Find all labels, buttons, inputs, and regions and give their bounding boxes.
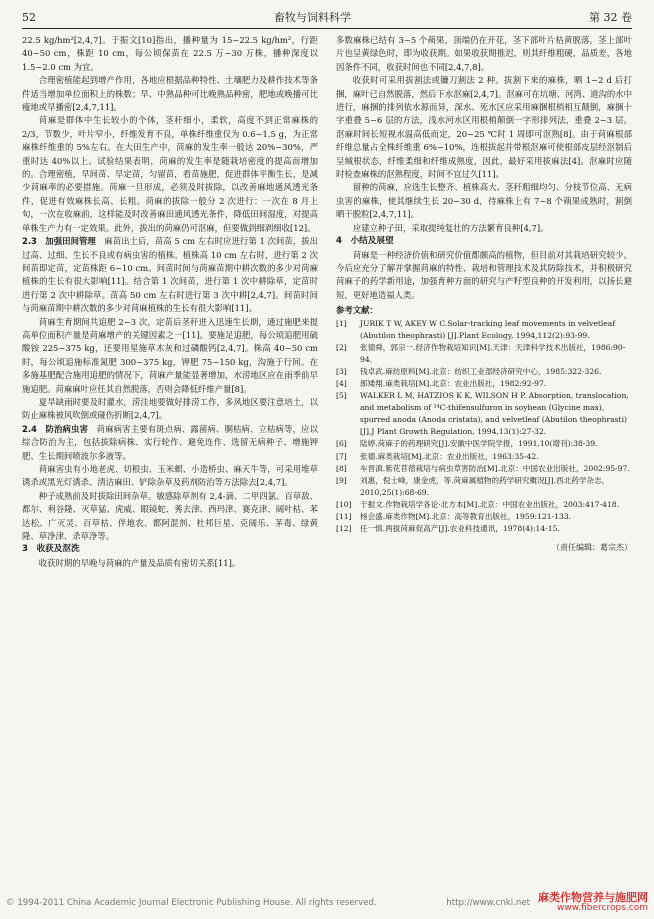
paragraph: 苘麻生育期间共追肥 2~3 次，定苗后茎秆进入迅速生长期，通过施肥来提高单位面积产量是苘麻增产的关键因素之一[11]。要施足追肥，每公顷追肥用硫酸铵 225~375 kg，还要用星施草木灰和过磷酸钙[2,4,7]。株高 40~50 cm 时，每公顷追施标准氮肥 300~375 kg，钾肥 75~150 kg，沟施于行间。在多施基肥配合施用追肥的情况下，苘麻产量能显著增加，水涝地区应在雨季前早施追肥。苘麻麻叶应任其自然脱落，否则会降低纤维产量[8]。 — [22, 316, 318, 394]
reference-item — [336, 511, 632, 523]
watermark-logo — [538, 892, 648, 914]
section-heading-2-3: 2.3 加强田间管理 — [22, 236, 96, 247]
journal-title: 畜牧与饲料科学 — [274, 11, 351, 24]
reference-text: 张德舜，郭宗一.经济作物栽培知识[M].天津：天津科学技术出版社，1986:90-94. — [360, 342, 626, 364]
reference-text: 陆婷.苘麻子的药理研究[J].安徽中医学院学报，1991,10(增刊):38-39. — [360, 439, 598, 449]
paragraph: 22.5 kg/hm²[2,4,7]。于振文[10]指出，播种量为 15~22.5 kg/hm²，行距 40~50 cm，株距 10 cm，每公顷保苗在 22.5 万~30 万株，播种深度以 1.5~2.0 cm 为宜。 — [22, 35, 318, 72]
volume-label: 第 32 卷 — [589, 11, 632, 24]
reference-number: [1] — [336, 318, 347, 328]
watermark-cn: 麻类作物营养与施肥网 — [538, 891, 648, 904]
reference-number: [5] — [336, 391, 347, 401]
page-footer — [0, 890, 654, 916]
page-number: 52 — [22, 10, 36, 24]
reference-number: [8] — [336, 463, 347, 473]
reference-text: JURIK T W, AKEY W C.Solar-tracking leaf movements in velvetleaf (Abutilon theophrasti) [J].Plant Ecology, 1994,112(2):93-99. — [360, 318, 616, 340]
reference-number: [9] — [336, 475, 347, 485]
reference-text: 于振文.作物栽培学各论·北方本[M].北京：中国农业出版社，2003:417-418. — [360, 499, 620, 509]
page-header — [22, 8, 632, 26]
paragraph: 合理密植能起到增产作用，各地应根据品种特性、土壤肥力及耕作技术等条件适当增加单位面积上的株数；早、中熟品种可比晚熟品种密，肥地或晚播可比瘦地或早播密[2,4,7,11]。 — [22, 75, 318, 113]
reference-item — [336, 366, 632, 378]
paragraph: 种子成熟前及时拔除田间杂草。敏感除草剂有 2,4-滴、二甲四氯、百草敌、都尔、利谷隆、灭草猛、虎威、眼镜蛇、莠去津、西玛津、赛克津、阔叶枯、苯达松、广灭灵、百草枯、伴地农、都阿混剂、杜邦巨星、克阔乐、茅毒、绿黄隆、草净津、杀草净等。 — [22, 490, 318, 542]
reference-item — [336, 318, 632, 342]
reference-item — [336, 451, 632, 463]
section-heading-3: 3 收获及沤洗 — [22, 544, 80, 555]
paragraph: 收获时期的早晚与苘麻的产量及品质有密切关系[11]。 — [38, 557, 241, 568]
section-heading-4: 4 小结及展望 — [336, 236, 394, 247]
reference-item — [336, 390, 632, 438]
paragraph: 苘麻病害主要有斑点病、露菌病、胴枯病、立枯病等，应以综合防治为主，包括拔除病株、实行轮作、避免连作、选留无病种子、增施钾肥、生长期间喷波尔多液等。 — [22, 423, 319, 461]
references-heading: 参考文献： — [336, 305, 378, 316]
reference-item — [336, 475, 632, 499]
reference-text: 车晋滇.紫花苜蓿栽培与病虫草害防治[M].北京：中国农业出版社，2002:95-97. — [360, 463, 630, 473]
section-heading-2-4: 2.4 防治病虫害 — [22, 423, 89, 434]
reference-number: [6] — [336, 439, 347, 449]
reference-item — [336, 523, 632, 535]
reference-number: [10] — [336, 499, 352, 509]
reference-text: 杨会盛.麻类作物[M].北京：高等教育出版社，1959:121-133. — [360, 512, 572, 522]
reference-item — [336, 438, 632, 450]
copyright-notice: © 1994-2011 China Academic Journal Electronic Publishing House. All rights reserved. — [6, 898, 377, 908]
reference-text: 刘惠，倪士峰，康金虎，等.苘麻属植物的药学研究概况[J].西北药学杂志，2010,25(1):68-69. — [360, 475, 610, 497]
reference-text: WALKER L M, HATZIOS K K, WILSON H P. Absorption, translocation, and metabolism of ¹⁴C-thifensulfuron in soybean (Glycine max), spurred anoda (Anoda cristata), and velvetleaf (Abutilon theophrasti) [J].J Plant Growth Regulation, 1994,13(1):27-32. — [360, 391, 629, 437]
reference-text: 任一慎.两拔苘麻促高产[J].农业科技通讯，1978(4):14-15. — [360, 524, 560, 534]
reference-number: [4] — [336, 379, 347, 388]
watermark-en: www.fibercrops.com — [557, 903, 648, 913]
reference-number: [11] — [336, 512, 352, 522]
header-divider — [22, 28, 632, 29]
paragraph: 应建立种子田，采取提纯复壮的方法繁育良种[4,7]。 — [352, 222, 549, 233]
paragraph: 苘麻是群体中生长较小的个体，茎秆细小，柔软，高度不到正常麻株的 2/3，节数少，叶片窄小，纤维发育不良，单株纤维重仅为 0.6~1.5 g，为正常麻株纤维重的 5%左右。在大田生产中，苘麻的发生率一般达 20%~30%，严重时达 40%以上。试验结果表明，苘麻的发生率是随栽培密度的提高而增加的。合理密植，早间苗、早定苗，匀留苗，看苗施肥，促进群体平衡生长，是减少苘麻率的必要措施。苘麻一旦形成，必须及时拔除，以改善麻地通风透光条件，促进有效麻株长高、长粗。苘麻的拔除一般分 2 次进行：一次在 8 月上旬，一次在收麻前，这样能及时改善麻田通风透光条件，降低田间湿度，对提高单株生产力有一定效果。此外，拔出的苘麻仍可沤麻，但要做到细剥细收[12]。 — [22, 115, 318, 233]
cnki-link[interactable]: http://www.cnki.net — [446, 898, 530, 908]
paragraph: 多数麻株已结有 3~5 个蒴果，顶端仍在开花，茎下部叶片枯黄脱落，茎上部叶片也呈黄绿色时，即为收获期。如果收获期推迟，则其纤维粗硬，品质差，各地因条件不同，收获时间也不同[2,4,7,8]。 — [336, 35, 632, 72]
right-column — [336, 34, 632, 555]
left-column — [22, 34, 318, 570]
reference-text: 郎矮翔.麻类栽培[M].北京：农业出版社，1982:92-97. — [360, 379, 547, 388]
reference-item — [336, 463, 632, 475]
paragraph: 夏旱缺雨时要及时灌水，涝洼地要做好排涝工作，多风地区要注意培土，以防止麻株被风吹倒或碰伤折断[2,4,7]。 — [22, 396, 318, 421]
reference-list — [336, 318, 632, 536]
editor-note: （责任编辑：葛宗杰） — [552, 543, 632, 553]
paragraph: 苘麻是一种经济价值和研究价值都颇高的植物，但目前对其栽培研究较少。今后应充分了解并掌握苘麻的特性、栽培和管理技术及其防除技术，并积极研究苘麻子的药学新用途，加强育种方面的研究与产籽型良种的开发利用，以扬长避短，更好地造福人类。 — [336, 249, 632, 300]
reference-item — [336, 342, 632, 366]
reference-item — [336, 378, 632, 390]
reference-text: 钱卓武.麻纺原料[M].北京：纺织工业部经济研究中心，1985:322-326. — [360, 366, 602, 376]
reference-number: [7] — [336, 451, 347, 461]
reference-number: [3] — [336, 366, 347, 376]
paragraph: 麻苗出土后，苗高 5 cm 左右时应进行第 1 次间苗，拔出过高、过细、生长不良或有病虫害的植株。植株高 10 cm 左右时，进行第 2 次间苗即定苗，定苗株距 6~10 cm。间苗时间与苘麻苗期中耕次数的多少对苘麻植株的生长有很大影响[11]。结合第 1 次间苗，进行第 1 次中耕除草，定苗时进行第 2 次中耕除草。苗高 50 cm 左右时进行第 3 次中耕[2,4,7]。间苗时间与苘麻苗期中耕次数的多少对苘麻植株的生长有很大影响[11]。 — [22, 236, 318, 314]
reference-number: [12] — [336, 524, 352, 534]
reference-item — [336, 499, 632, 511]
paragraph: 苘麻害虫有小地老虎、切根虫、玉米螟、小造桥虫、麻天牛等，可采用堆草诱杀或黑光灯诱杀、清洁麻田、铲除杂草及药剂防治等方法除去[2,4,7]。 — [22, 464, 318, 488]
reference-text: 张德.麻类栽培[M].北京：农业出版社，1963:35-42. — [360, 451, 539, 461]
paragraph: 收获时可采用拔割法或镰刀割法 2 种。拔割下来的麻株，晒 1~2 d 后打捆，麻叶已自然脱落，然后下水沤麻[2,4,7]。沤麻可在坑塘、河湾、道沟的水中进行，麻捆的排列依水源而异，深水、死水区应采用麻捆根梢相互颠倒，麻捆十字重叠 5~6 层的方法，浅水河水区用根梢颠倒一字形排列法，重叠 2~3 层。沤麻时间长短视水温高低而定，20~25 ℃时 1 周即可沤熟[8]。由于苘麻根部纤维总量占全株纤维重 6%~10%，连根拔起并带根沤麻可使根部皮层经沤制后呈缄根状态，纤维柔细和纤维成熟度，因此，最好采用拔麻法[4]。沤麻时应随时检查麻株的沤熟程度，时间不宜过久[11]。 — [336, 75, 632, 180]
paragraph: 留种的苘麻，应选生长整齐、植株高大、茎秆粗细均匀、分枝节位高、无病虫害的麻株，使其继续生长 20~30 d，待麻株上有 7~8 个蒴果成熟时，割倒晒干脱粒[2,4,7,11]。 — [336, 182, 632, 220]
reference-number: [2] — [336, 342, 347, 352]
